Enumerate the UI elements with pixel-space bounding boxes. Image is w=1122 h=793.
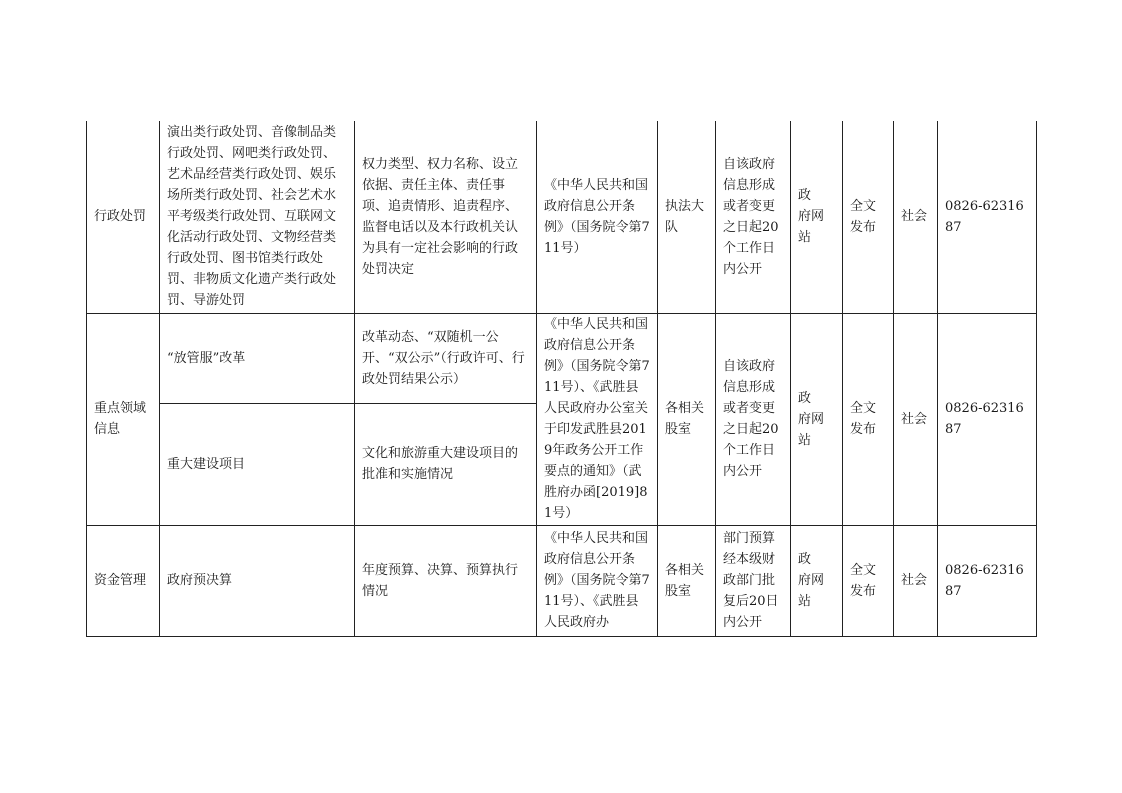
basis-cell: 《中华人民共和国政府信息公开条例》（国务院令第711号）、《武胜县人民政府办 [537,525,658,636]
category-cell: 行政处罚 [87,121,160,313]
scope-cell: 社会 [894,121,938,313]
scope-cell: 社会 [894,313,938,525]
dept-cell: 各相关股室 [658,313,716,525]
timing-cell: 自该政府信息形成或者变更之日起20个工作日内公开 [716,121,791,313]
method-cell: 全文发布 [843,121,894,313]
channel-cell: 政 府网 站 [791,313,843,525]
table-row [87,313,1037,403]
basis-cell: 《中华人民共和国政府信息公开条例》（国务院令第711号）、《武胜县人民政府办公室关于印发武胜县2019年政务公开工作要点的通知》（武胜府办函[2019]81号） [537,313,658,525]
dept-cell: 执法大队 [658,121,716,313]
content-cell: 年度预算、决算、预算执行情况 [355,525,537,636]
channel-cell: 政 府网 站 [791,525,843,636]
timing-cell: 自该政府信息形成或者变更之日起20个工作日内公开 [716,313,791,525]
content-cell: 文化和旅游重大建设项目的批准和实施情况 [355,403,537,525]
table-row [87,121,1037,313]
item-cell: 政府预决算 [160,525,355,636]
table-row [87,525,1037,636]
dept-cell: 各相关股室 [658,525,716,636]
content-cell: 改革动态、“双随机一公开、“双公示”（行政许可、行政处罚结果公示） [355,313,537,403]
method-cell: 全文发布 [843,313,894,525]
phone-cell: 0826-6231687 [938,525,1037,636]
scope-cell: 社会 [894,525,938,636]
item-cell: “放管服”改革 [160,313,355,403]
phone-cell: 0826-6231687 [938,121,1037,313]
channel-cell: 政 府网 站 [791,121,843,313]
disclosure-table [86,121,1037,637]
basis-cell: 《中华人民共和国政府信息公开条例》（国务院令第711号） [537,121,658,313]
content-cell: 权力类型、权力名称、设立依据、责任主体、责任事项、追责情形、追责程序、监督电话以及本行政机关认为具有一定社会影响的行政处罚决定 [355,121,537,313]
phone-cell: 0826-6231687 [938,313,1037,525]
item-cell: 重大建设项目 [160,403,355,525]
timing-cell: 部门预算经本级财政部门批复后20日内公开 [716,525,791,636]
method-cell: 全文发布 [843,525,894,636]
item-cell: 演出类行政处罚、音像制品类行政处罚、网吧类行政处罚、艺术品经营类行政处罚、娱乐场所类行政处罚、社会艺术水平考级类行政处罚、互联网文化活动行政处罚、文物经营类行政处罚、图书馆类行政处罚、非物质文化遗产类行政处罚、导游处罚 [160,121,355,313]
category-cell: 重点领域信息 [87,313,160,525]
category-cell: 资金管理 [87,525,160,636]
